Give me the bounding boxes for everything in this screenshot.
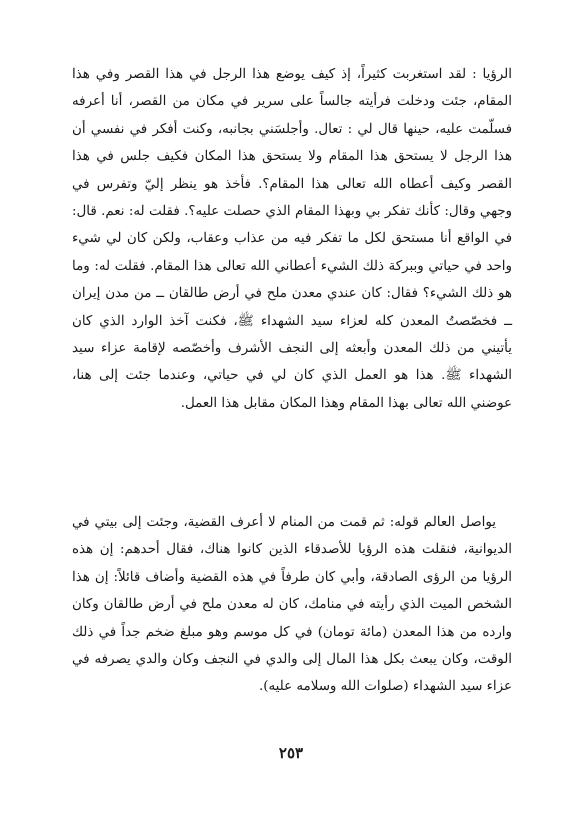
paragraph-dream-account: الرؤيا : لقد استغربت كثيراً، إذ كيف يوضع هذا الرجل في هذا القصر وفي هذا المقام، جئت ودخلت فرأيته جالساً على سرير في مكان من القصر، أنا أعرفه فسلّمت عليه، حينها قال لي : تعال. وأجلسَني بجانبه، وكنت أفكر في نفسي أن هذا الرجل لا يستحق هذا المقام ولا يستحق هذا المكان فكيف جلس في هذا القصر وكيف أعطاه الله تعالى هذا المقام؟. فأخذ هو ينظر إليّ وتفرس في وجهي وقال: كأنك تفكر بي وبهذا المقام الذي حصلت عليه؟. فقلت له: نعم. قال: في الواقع أنا مستحق لكل ما تفكر فيه من عذاب وعقاب، ولكن كان لي شيء واحد في حياتي وببركة ذلك الشيء أعطاني الله تعالى هذا المقام. فقلت له: وما هو ذلك الشيء؟ فقال: كان عندي معدن ملح في أرض طالقان ــ من مدن إيران ــ فخصّصتُ المعدن كله لعزاء سيد الشهداء ﷺ، فكنت آخذ الوارد الذي كان يأتيني من ذلك المعدن وأبعثه إلى النجف الأشرف وأخصّصه لإقامة عزاء سيد الشهداء ﷺ. هذا هو العمل الذي كان لي في حياتي، وعندما جئت إلى هنا، عوضني الله تعالى بهذا المقام وهذا المكان مقابل هذا العمل. (72, 67, 513, 411)
paragraph-scholar-continues: يواصل العالم قوله: ثم قمت من المنام لا أعرف القضية، وجئت إلى بيتي في الديوانية، فنقلت هذه الرؤيا للأصدقاء الذين كانوا هناك، فقال أحدهم: إن هذه الرؤيا من الرؤى الصادقة، وأبي كان طرفاً في هذه القضية وأضاف قائلاً: إن هذا الشخص الميت الذي رأيته في منامك، كان له معدن ملح في أرض طالقان وكان وارده من هذا المعدن (مائة تومان) في كل موسم وهو مبلغ ضخم جداً في ذلك الوقت، وكان يبعث بكل هذا المال إلى والدي في النجف وكان والدي يصرفه في عزاء سيد الشهداء (صلوات الله وسلامه عليه). (72, 515, 512, 695)
page-number: ٢٥٣ (278, 744, 304, 762)
